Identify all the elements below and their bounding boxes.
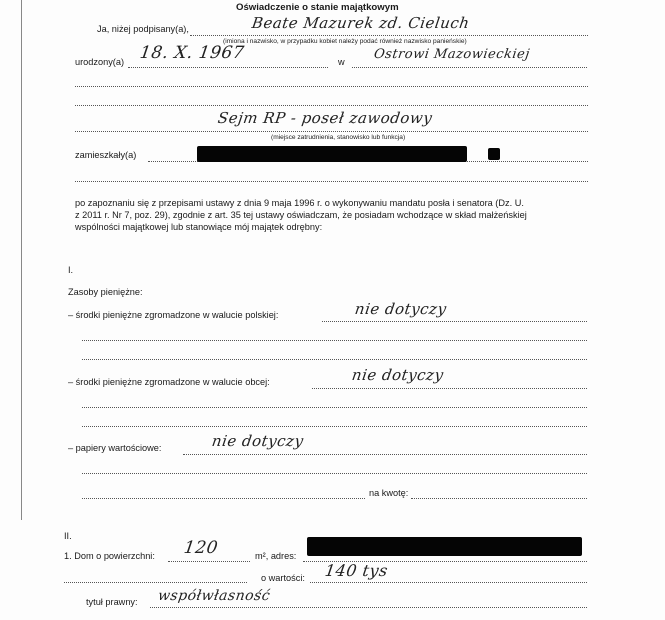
blank-dotted-line <box>82 407 587 408</box>
legal-title-dotted-line <box>150 607 587 608</box>
securities-label: – papiery wartościowe: <box>68 443 162 453</box>
foreign-funds-handwritten: nie dotyczy <box>350 366 445 384</box>
blank-dotted-line <box>82 473 587 474</box>
blank-dotted-line <box>82 340 587 341</box>
born-in-label: w <box>338 57 345 67</box>
house-area-unit: m², adres: <box>255 551 297 561</box>
section1-heading: I. <box>68 265 74 275</box>
pln-dotted-line <box>322 321 587 322</box>
house-value-label: o wartości: <box>261 573 305 583</box>
house-area-dotted-line <box>168 561 250 562</box>
signer-label: Ja, niżej podpisany(a), <box>97 24 189 34</box>
house-label: 1. Dom o powierzchni: <box>64 551 155 561</box>
blank-dotted-line <box>82 426 587 427</box>
blank-dotted-line <box>75 181 588 182</box>
foreign-funds-label: – środki pieniężne zgromadzone w walucie obcej: <box>68 377 270 387</box>
legal-title-label: tytuł prawny: <box>86 597 138 607</box>
workplace-dotted-line <box>75 131 588 132</box>
amount-value-dotted-line <box>411 498 587 499</box>
blank-dotted-line <box>75 105 588 106</box>
intro-line: z 2011 r. Nr 7, poz. 29), zgodnie z art. 35 tej ustawy oświadczam, że posiadam wchodzące w skład małżeńskiej <box>75 210 527 220</box>
blank-dotted-line <box>64 582 247 583</box>
redaction-box <box>197 146 467 162</box>
signer-hint: (imiona i nazwisko, w przypadku kobiet należy podać również nazwisko panieńskie) <box>223 38 467 45</box>
foreign-dotted-line <box>312 388 587 389</box>
born-date-dotted-line <box>128 67 328 68</box>
blank-dotted-line <box>75 86 588 87</box>
pln-funds-label: – środki pieniężne zgromadzone w walucie polskiej: <box>68 310 279 320</box>
residence-label: zamieszkały(a) <box>75 150 137 160</box>
blank-dotted-line <box>82 359 587 360</box>
page-edge-line <box>21 0 22 520</box>
born-date-handwritten: 18. X. 1967 <box>138 43 246 63</box>
house-area-handwritten: 120 <box>182 538 220 558</box>
house-value-dotted-line <box>310 582 587 583</box>
pln-funds-handwritten: nie dotyczy <box>353 300 448 318</box>
redaction-box <box>307 537 582 556</box>
signer-name-handwritten: Beate Mazurek zd. Cieluch <box>250 14 471 32</box>
funds-label: Zasoby pieniężne: <box>68 287 143 297</box>
workplace-hint: (miejsce zatrudnienia, stanowisko lub funkcja) <box>271 134 406 141</box>
legal-title-handwritten: współwłasność <box>156 588 272 604</box>
redaction-box <box>488 148 500 160</box>
securities-handwritten: nie dotyczy <box>210 432 305 450</box>
section2-heading: II. <box>64 531 72 541</box>
born-label: urodzony(a) <box>75 57 125 67</box>
born-place-dotted-line <box>352 67 587 68</box>
signer-dotted-line <box>190 35 588 36</box>
born-place-handwritten: Ostrowi Mazowieckiej <box>372 47 531 62</box>
intro-line: po zapoznaniu się z przepisami ustawy z dnia 9 maja 1996 r. o wykonywaniu mandatu posła i senatora (Dz. U. <box>75 198 524 208</box>
workplace-handwritten: Sejm RP - poseł zawodowy <box>216 109 434 127</box>
securities-dotted-line <box>183 454 587 455</box>
document-title: Oświadczenie o stanie majątkowym <box>236 2 399 13</box>
intro-line: wspólności majątkowej lub stanowiące mój majątek odrębny: <box>75 222 323 232</box>
amount-dotted-line <box>82 498 365 499</box>
amount-label: na kwotę: <box>369 488 409 498</box>
house-value-handwritten: 140 tys <box>323 561 390 580</box>
